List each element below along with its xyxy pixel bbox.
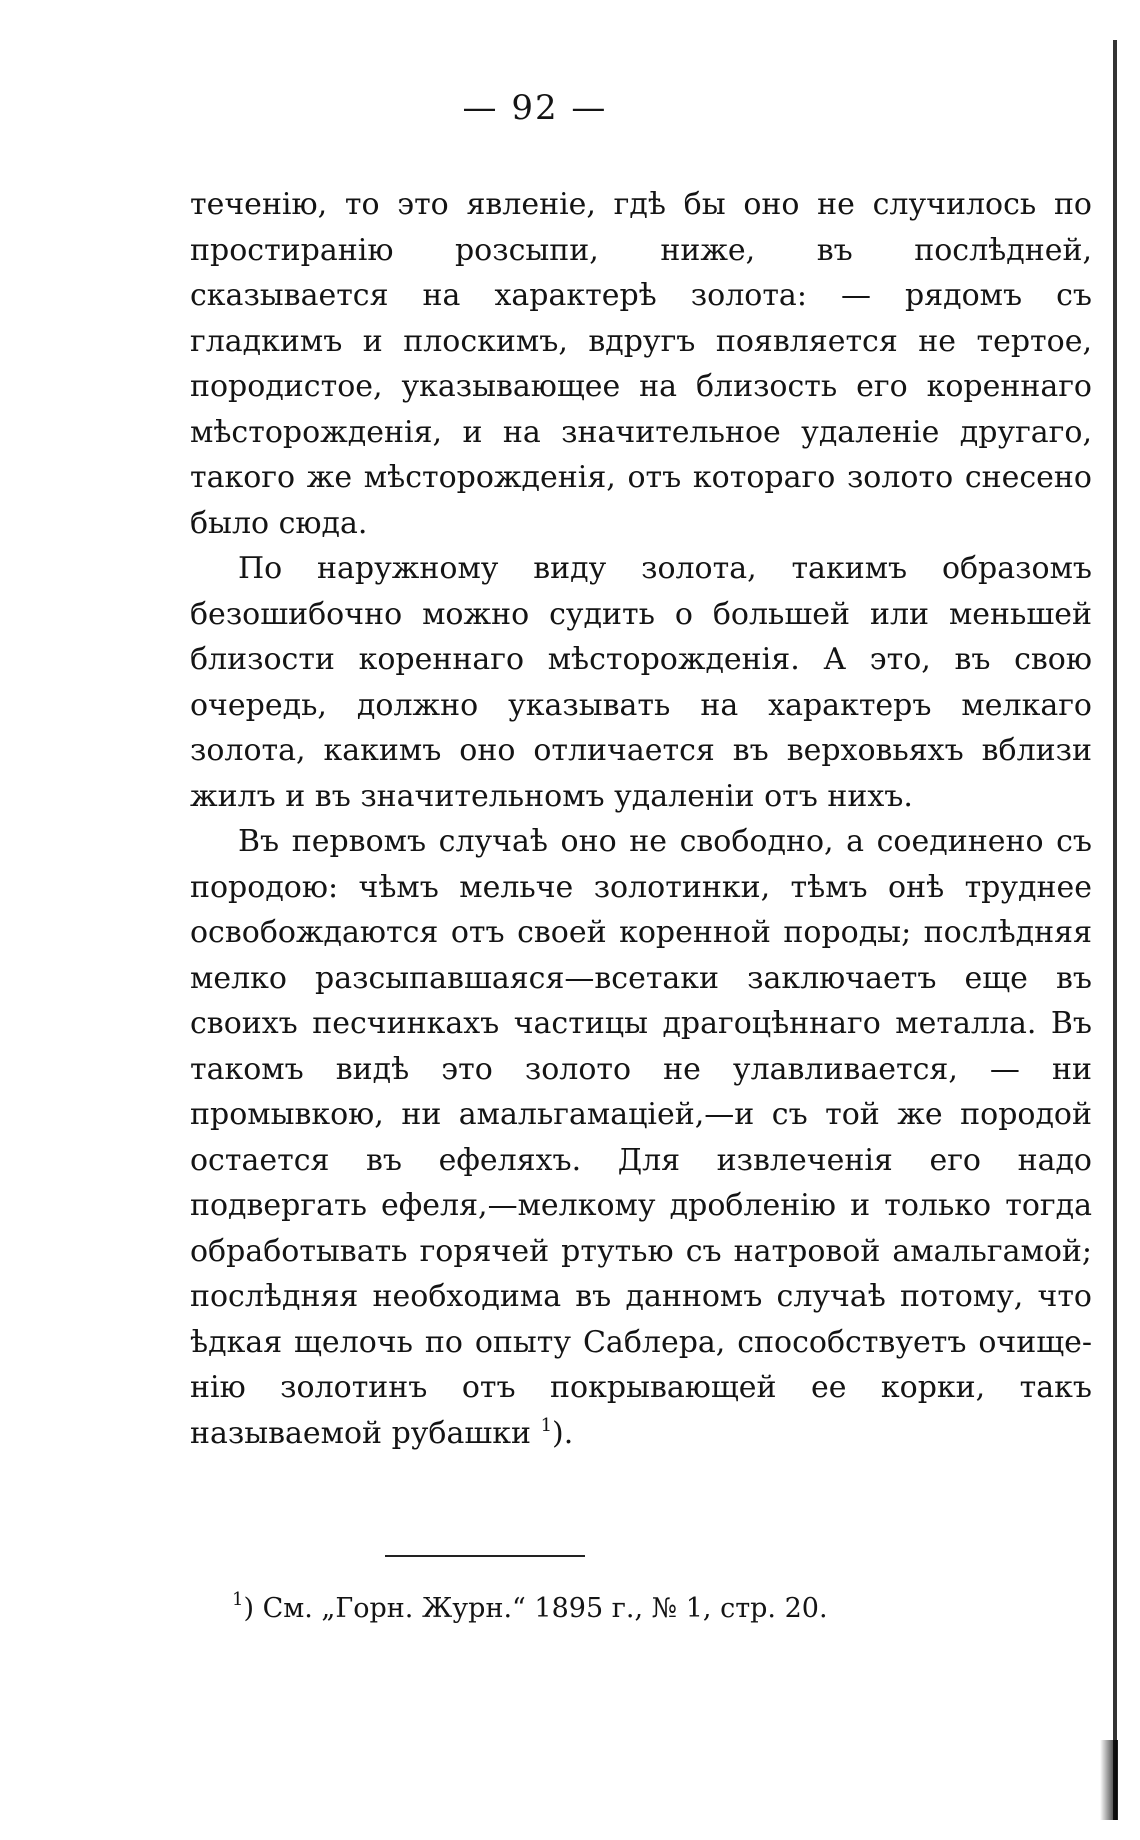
footnote-reference: 1 <box>540 1414 553 1436</box>
footnote <box>232 1589 828 1626</box>
paragraph-3-text: Въ первомъ случаѣ оно не свободно, а соединено съ породою: чѣмъ мельче золотинки, тѣмъ онѣ труднее освобождаются отъ своей коренной породы; послѣдняя мелко разсыпавшаяся—всетаки заключаетъ еще въ своихъ песчинкахъ частицы драгоцѣннаго металла. Въ такомъ видѣ это золото не улавливается, — ни промывкою, ни амальгамаціей,—и съ той же породой остается въ ефеляхъ. Для извлеченія его надо подвергать ефеля,—мелкому дробленію и только тогда обработывать горячей ртутью съ натровой амальгамой; послѣдняя необходима въ данномъ случаѣ потому, что ѣдкая щелочь по опыту Саблера, способствуетъ очищенію золотинъ отъ покрывающей ее корки, такъ называемой рубашки <box>190 824 1092 1451</box>
scan-edge-shadow <box>1113 40 1117 1820</box>
paragraph-3 <box>190 819 1092 1456</box>
main-text <box>190 182 1092 1456</box>
scan-edge-shadow-bottom <box>1100 1740 1118 1820</box>
page-number: — 92 — <box>462 88 608 128</box>
footnote-divider <box>385 1555 585 1557</box>
paragraph-1: теченію, то это явленіе, гдѣ бы оно не случилось по простиранію розсыпи, ниже, въ послѣдней, сказывается на характерѣ золота: — рядомъ съ гладкимъ и плоскимъ, вдругъ появляется не тертое, породистое, указывающее на близость его кореннаго мѣсторожденія, и на значительное удаленіе другаго, такого же мѣсторожденія, отъ котораго золото снесено было сюда. <box>190 187 1092 541</box>
paragraph-3-end: ). <box>552 1415 574 1451</box>
footnote-text: ) См. „Горн. Журн.“ 1895 г., № 1, стр. 20. <box>243 1593 828 1624</box>
footnote-marker: 1 <box>232 1589 244 1610</box>
paragraph-2: По наружному виду золота, такимъ образомъ безошибочно можно судить о большей или меньшей близости кореннаго мѣсторожденія. А это, въ свою очередь, должно указывать на характеръ мелкаго золота, какимъ оно отличается въ верховьяхъ вблизи жилъ и въ значительномъ удаленіи отъ нихъ. <box>190 551 1092 814</box>
